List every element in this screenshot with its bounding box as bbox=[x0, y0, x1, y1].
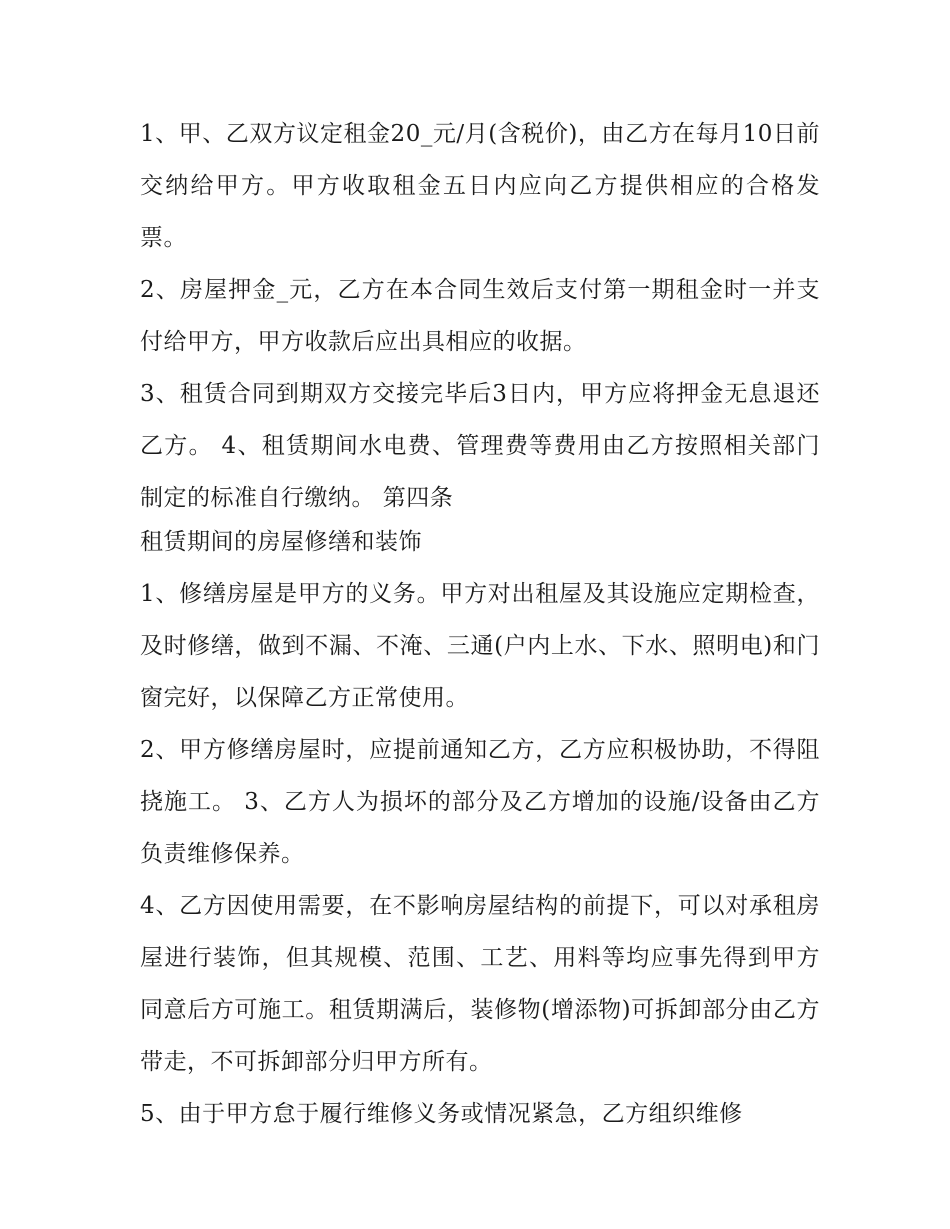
paragraph-repair-notice: 2、甲方修缮房屋时，应提前通知乙方，乙方应积极协助，不得阻挠施工。 3、乙方人为损坏的部分及乙方增加的设施/设备由乙方负责维修保养。 bbox=[140, 737, 820, 867]
paragraph-repair-duty: 1、修缮房屋是甲方的义务。甲方对出租屋及其设施应定期检查，及时修缮，做到不漏、不淹、三通(户内上水、下水、照明电)和门窗完好，以保障乙方正常使用。 bbox=[140, 581, 820, 711]
paragraph-deposit-refund: 3、租赁合同到期双方交接完毕后3日内，甲方应将押金无息退还乙方。 4、租赁期间水电费、管理费等费用由乙方按照相关部门制定的标准自行缴纳。 第四条 bbox=[140, 381, 820, 511]
paragraph-rent-amount: 1、甲、乙双方议定租金20_元/月(含税价)，由乙方在每月10日前交纳给甲方。甲方收取租金五日内应向乙方提供相应的合格发票。 bbox=[140, 121, 820, 251]
paragraph-deposit: 2、房屋押金_元，乙方在本合同生效后支付第一期租金时一并支付给甲方，甲方收款后应出具相应的收据。 bbox=[140, 277, 820, 355]
document-body bbox=[140, 108, 820, 1140]
paragraph-emergency-repair: 5、由于甲方怠于履行维修义务或情况紧急，乙方组织维修 bbox=[140, 1101, 743, 1127]
section-heading: 租赁期间的房屋修缮和装饰 bbox=[140, 529, 422, 555]
paragraph-decoration: 4、乙方因使用需要，在不影响房屋结构的前提下，可以对承租房屋进行装饰，但其规模、范围、工艺、用料等均应事先得到甲方同意后方可施工。租赁期满后，装修物(增添物)可拆卸部分由乙方带走，不可拆卸部分归甲方所有。 bbox=[140, 893, 820, 1075]
